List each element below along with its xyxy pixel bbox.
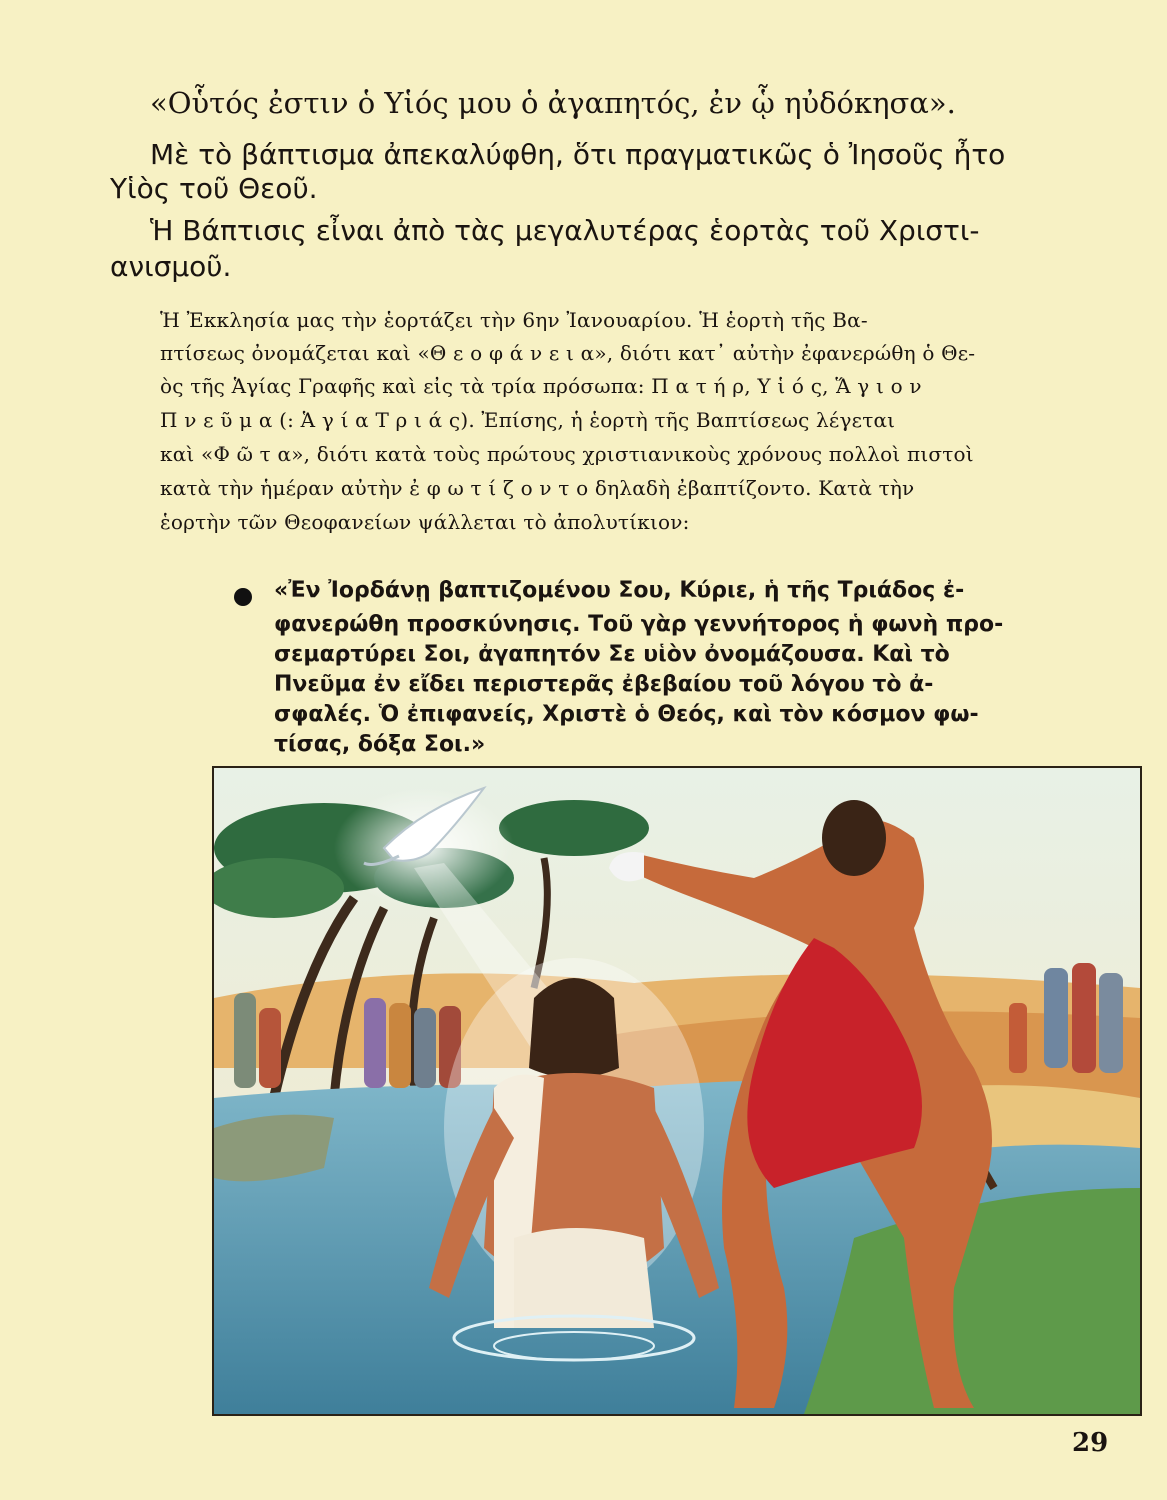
hymn-line: «Ἐν Ἰορδάνῃ βαπτιζομένου Σου, Κύριε, ἡ τῆς Τριάδος ἐ-: [274, 578, 965, 603]
paragraph-2-line-1: Ἡ Βάπτισις εἶναι ἀπὸ τὰς μεγαλυτέρας ἑορτὰς τοῦ Χριστι-: [150, 214, 980, 247]
bullet-icon: [234, 588, 252, 606]
scripture-quote: «Οὗτός ἐστιν ὁ Υἱός μου ὁ ἀγαπητός, ἐν ᾧ ηὐδόκησα».: [150, 86, 956, 120]
feast-text-line: Π ν ε ῦ μ α (: Ἁ γ ί α Τ ρ ι ά ς). Ἐπίσης, ἡ ἑορτὴ τῆς Βαπτίσεως λέγεται: [160, 408, 896, 432]
paragraph-2-line-2: ανισμοῦ.: [110, 250, 232, 283]
hymn-line: Πνεῦμα ἐν εἴδει περιστερᾶς ἐβεβαίου τοῦ λόγου τὸ ἀ-: [274, 672, 934, 697]
baptism-illustration: [212, 766, 1142, 1416]
feast-text-line: πτίσεως ὀνομάζεται καὶ «Θ ε ο φ ά ν ε ι α», διότι κατ᾽ αὐτὴν ἐφανερώθη ὁ Θε-: [160, 341, 976, 365]
page-number: 29: [1072, 1428, 1109, 1458]
feast-text-line: κατὰ τὴν ἡμέραν αὐτὴν ἐ φ ω τ ί ζ ο ν τ ο δηλαδὴ ἐβαπτίζοντο. Κατὰ τὴν: [160, 476, 915, 500]
hymn-line: τίσας, δόξα Σοι.»: [274, 732, 486, 757]
hymn-line: φανερώθη προσκύνησις. Τοῦ γὰρ γεννήτορος ἡ φωνὴ προ-: [274, 612, 1004, 637]
baptism-scene-svg: [214, 768, 1140, 1414]
hymn-line: σεμαρτύρει Σοι, ἀγαπητόν Σε υἱὸν ὀνομάζουσα. Καὶ τὸ: [274, 642, 950, 667]
hymn-line: σφαλές. Ὁ ἐπιφανείς, Χριστὲ ὁ Θεός, καὶ τὸν κόσμον φω-: [274, 702, 979, 727]
feast-text-line: ἑορτὴν τῶν Θεοφανείων ψάλλεται τὸ ἀπολυτίκιον:: [160, 510, 690, 534]
paragraph-1-line-1: Μὲ τὸ βάπτισμα ἀπεκαλύφθη, ὅτι πραγματικῶς ὁ Ἰησοῦς ἦτο: [150, 138, 1006, 171]
feast-text-line: ὸς τῆς Ἁγίας Γραφῆς καὶ εἰς τὰ τρία πρόσωπα: Π α τ ή ρ, Υ ἱ ό ς, Ἅ γ ι ο ν: [160, 374, 922, 398]
feast-text-line: καὶ «Φ ῶ τ α», διότι κατὰ τοὺς πρώτους χριστιανικοὺς χρόνους πολλοὶ πιστοὶ: [160, 442, 974, 466]
feast-text-line: Ἡ Ἐκκλησία μας τὴν ἑορτάζει τὴν 6ην Ἰανουαρίου. Ἡ ἑορτὴ τῆς Βα-: [160, 308, 868, 332]
paragraph-1-line-2: Υἱὸς τοῦ Θεοῦ.: [110, 172, 318, 205]
